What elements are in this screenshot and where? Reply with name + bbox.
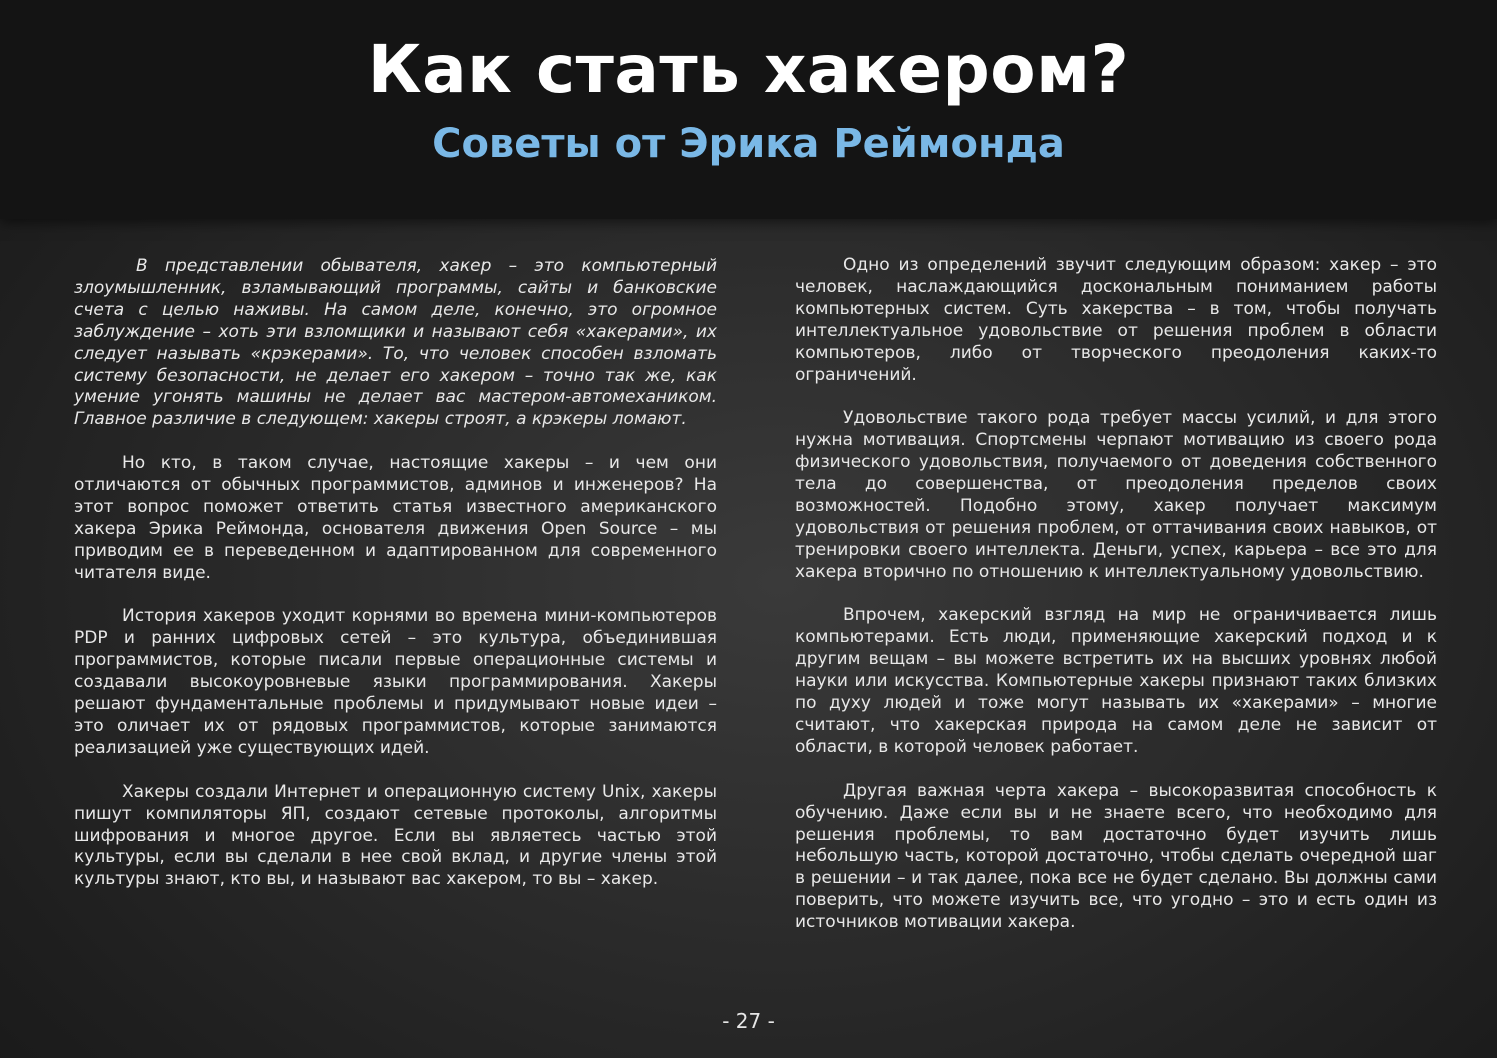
left-text-column: [74, 256, 717, 913]
intro-paragraph: В представлении обывателя, хакер – это компьютерный злоумышленник, взламывающий программы, сайты и банковские счета с целью наживы. На самом деле, конечно, это огромное заблуждение – хоть эти взломщики и называют себя «хакерами», их следует называть «крэкерами». То, что человек способен взломать систему безопасности, не делает его хакером – точно так же, как умение угонять машины не делает вас мастером-автомехаником. Главное различие в следующем: хакеры строят, а крэкеры ломают.: [74, 256, 717, 430]
body-paragraph: Хакеры создали Интернет и операционную систему Unix, хакеры пишут компиляторы ЯП, создают сетевые протоколы, алгоритмы шифрования и многое другое. Если вы являетесь частью этой культуры, если вы сделали в нее свой вклад, и другие члены этой культуры знают, кто вы, и называют вас хакером, то вы – хакер.: [74, 781, 717, 890]
page-title: Как стать хакером?: [367, 31, 1130, 108]
page-header: [0, 0, 1497, 219]
right-text-column: [795, 255, 1437, 956]
page-subtitle: Советы от Эрика Реймонда: [432, 121, 1065, 167]
body-paragraph: Удовольствие такого рода требует массы усилий, и для этого нужна мотивация. Спортсмены черпают мотивацию из своего рода физического удовольствия, получаемого от доведения собственного тела до совершенства, от преодоления пределов своих возможностей. Подобно этому, хакер получает максимум удовольствия от решения проблем, от оттачивания своих навыков, от тренировки своего интеллекта. Деньги, успех, карьера – все это для хакера вторично по отношению к интеллектуальному удовольствию.: [795, 408, 1437, 582]
body-paragraph: Но кто, в таком случае, настоящие хакеры – и чем они отличаются от обычных программистов, админов и инженеров? На этот вопрос поможет ответить статья известного американского хакера Эрика Реймонда, основателя движения Open Source – мы приводим ее в переведенном и адаптированном для современного читателя виде.: [74, 453, 717, 583]
page-number: - 27 -: [722, 1009, 775, 1033]
body-paragraph: История хакеров уходит корнями во времена мини-компьютеров PDP и ранних цифровых сетей – это культура, объединившая программистов, которые писали первые операционные системы и создавали высокоуровневые языки программирования. Хакеры решают фундаментальные проблемы и придумывают новые идеи – это оличает их от рядовых программистов, которые занимаются реализацией уже существующих идей.: [74, 606, 717, 758]
body-paragraph: Одно из определений звучит следующим образом: хакер – это человек, наслаждающийся доскональным пониманием работы компьютерных систем. Суть хакерства – в том, чтобы получать интеллектуальное удовольствие от решения проблем в области компьютеров, либо от творческого преодоления каких-то ограничений.: [795, 255, 1437, 385]
body-paragraph: Впрочем, хакерский взгляд на мир не ограничивается лишь компьютерами. Есть люди, применяющие хакерский подход и к другим вещам – вы можете встретить их на высших уровнях любой науки или искусства. Компьютерные хакеры признают таких близких по духу людей и тоже могут называть их «хакерами» – многие считают, что хакерская природа на самом деле не зависит от области, в которой человек работает.: [795, 605, 1437, 757]
body-paragraph: Другая важная черта хакера – высокоразвитая способность к обучению. Даже если вы и не знаете всего, что необходимо для решения проблемы, то вам достаточно будет изучить лишь небольшую часть, которой достаточно, чтобы сделать очередной шаг в решении – и так далее, пока все не будет сделано. Вы должны сами поверить, что можете изучить все, что угодно – это и есть один из источников мотивации хакера.: [795, 780, 1437, 933]
